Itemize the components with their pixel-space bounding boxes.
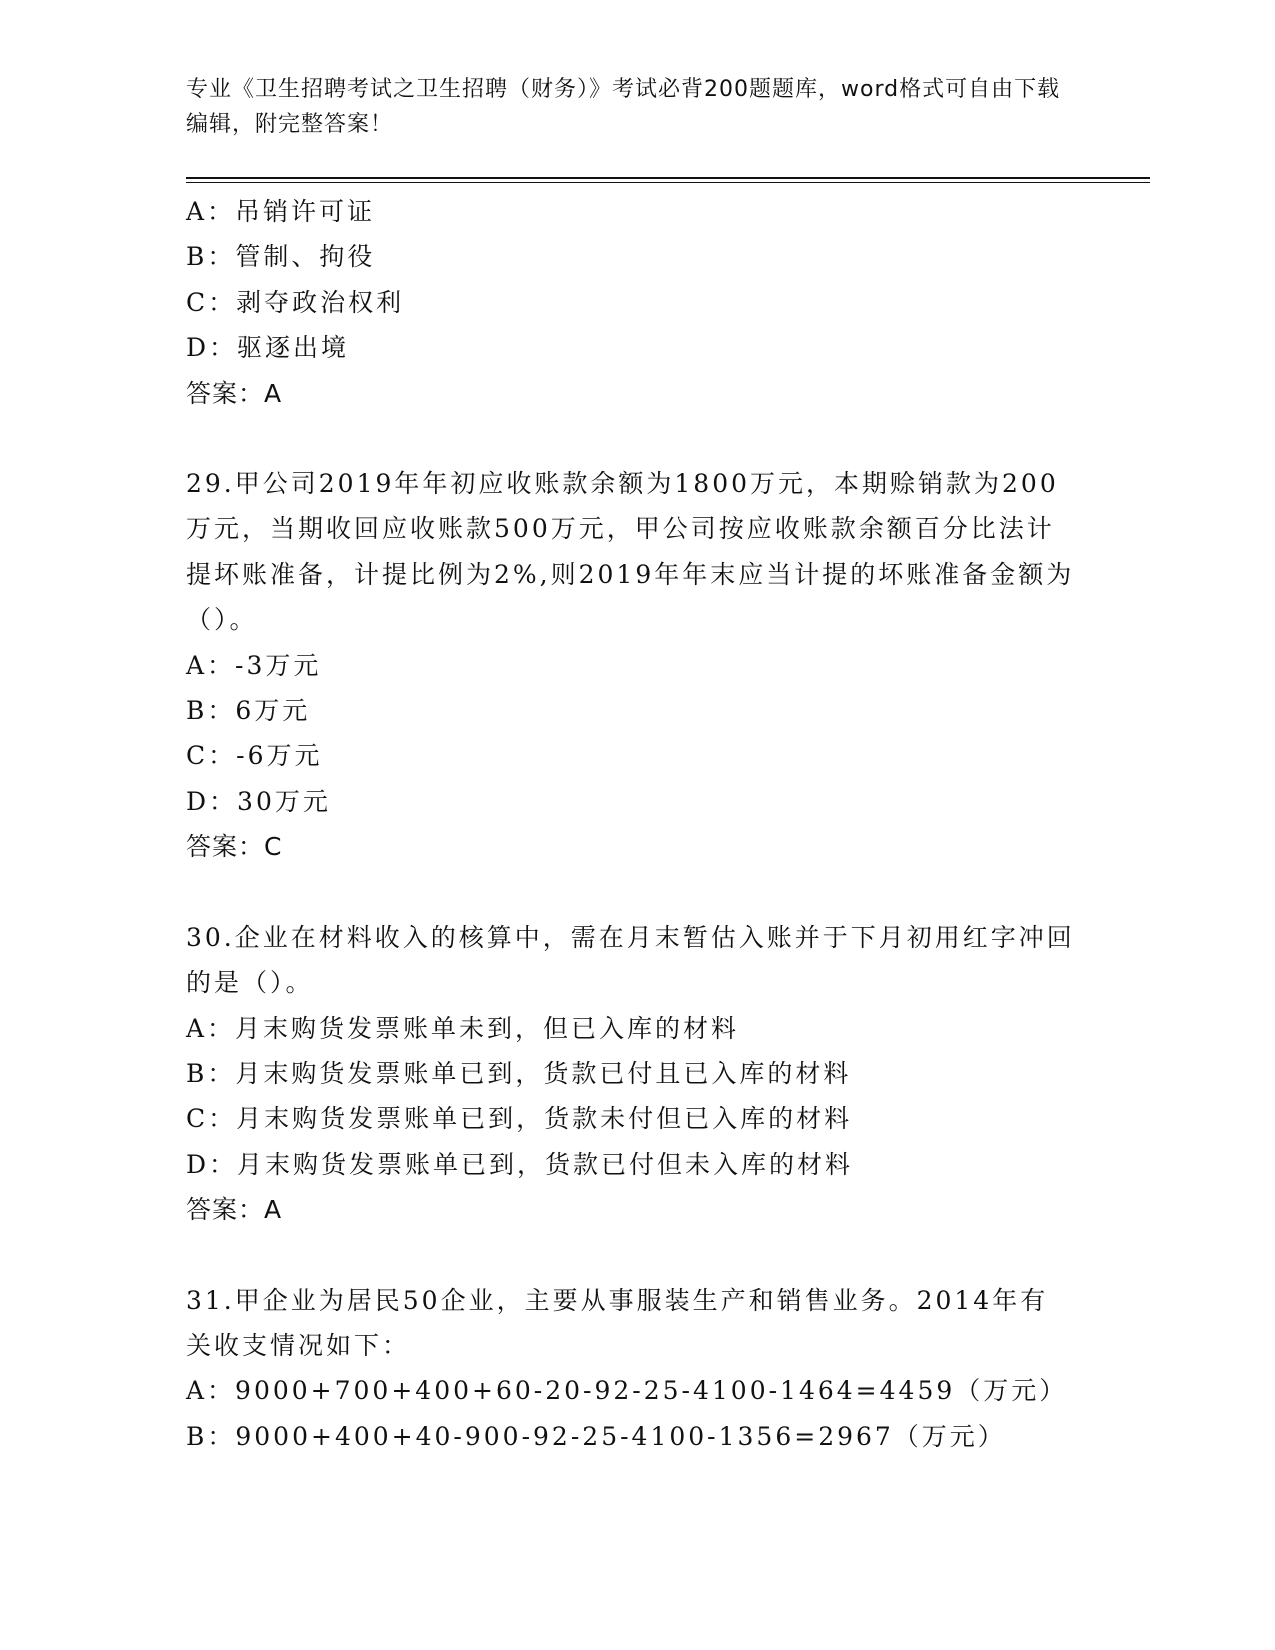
option-b: B：6万元 (186, 696, 311, 726)
question-block-29 (186, 461, 1076, 870)
question-text: 30.企业在材料收入的核算中，需在月末暂估入账并于下月初用红字冲回的是（）。 (186, 922, 1075, 998)
question-block-28 (186, 189, 1076, 416)
question-text: 31.甲企业为居民50企业，主要从事服装生产和销售业务。2014年有关收支情况如下： (186, 1285, 1049, 1360)
answer-line: 答案：A (186, 378, 283, 408)
option-d: D：月末购货发票账单已到，货款已付但未入库的材料 (186, 1149, 854, 1179)
header-divider-thin (186, 182, 1150, 183)
question-list (186, 189, 1076, 1459)
spacer (186, 1233, 1076, 1278)
option-c: C：月末购货发票账单已到，货款未付但已入库的材料 (186, 1104, 853, 1134)
header-title: 专业《卫生招聘考试之卫生招聘（财务）》考试必背200题题库，word格式可自由下载编辑，附完整答案！ (186, 77, 1061, 137)
option-b: B：管制、拘役 (186, 242, 376, 272)
answer-line: 答案：A (186, 1195, 283, 1225)
option-d: D：驱逐出境 (186, 333, 350, 363)
option-c: C：-6万元 (186, 741, 323, 771)
answer-line: 答案：C (186, 832, 283, 862)
option-c: C：剥夺政治权利 (186, 287, 405, 317)
header-divider-thick (186, 177, 1150, 179)
option-a: A：9000+700+400+60-20-92-25-4100-1464=4459（万元） (186, 1376, 1068, 1406)
option-b: B：9000+400+40-900-92-25-4100-1356=2967（万元） (186, 1421, 1006, 1451)
option-a: A：-3万元 (186, 650, 322, 680)
option-a: A：月末购货发票账单未到，但已入库的材料 (186, 1013, 740, 1043)
document-header (186, 72, 1066, 142)
question-block-31 (186, 1278, 1076, 1460)
option-d: D：30万元 (186, 786, 331, 816)
option-a: A：吊销许可证 (186, 197, 376, 226)
question-text: 29.甲公司2019年年初应收账款余额为1800万元，本期赊销款为200万元，当期收回应收账款500万元，甲公司按应收账款余额百分比法计提坏账准备，计提比例为2%,则2019年年末应当计提的坏账准备金额为（）。 (186, 469, 1075, 635)
option-b: B：月末购货发票账单已到，货款已付且已入库的材料 (186, 1058, 852, 1088)
question-block-30 (186, 915, 1076, 1233)
spacer (186, 416, 1076, 461)
spacer (186, 870, 1076, 915)
